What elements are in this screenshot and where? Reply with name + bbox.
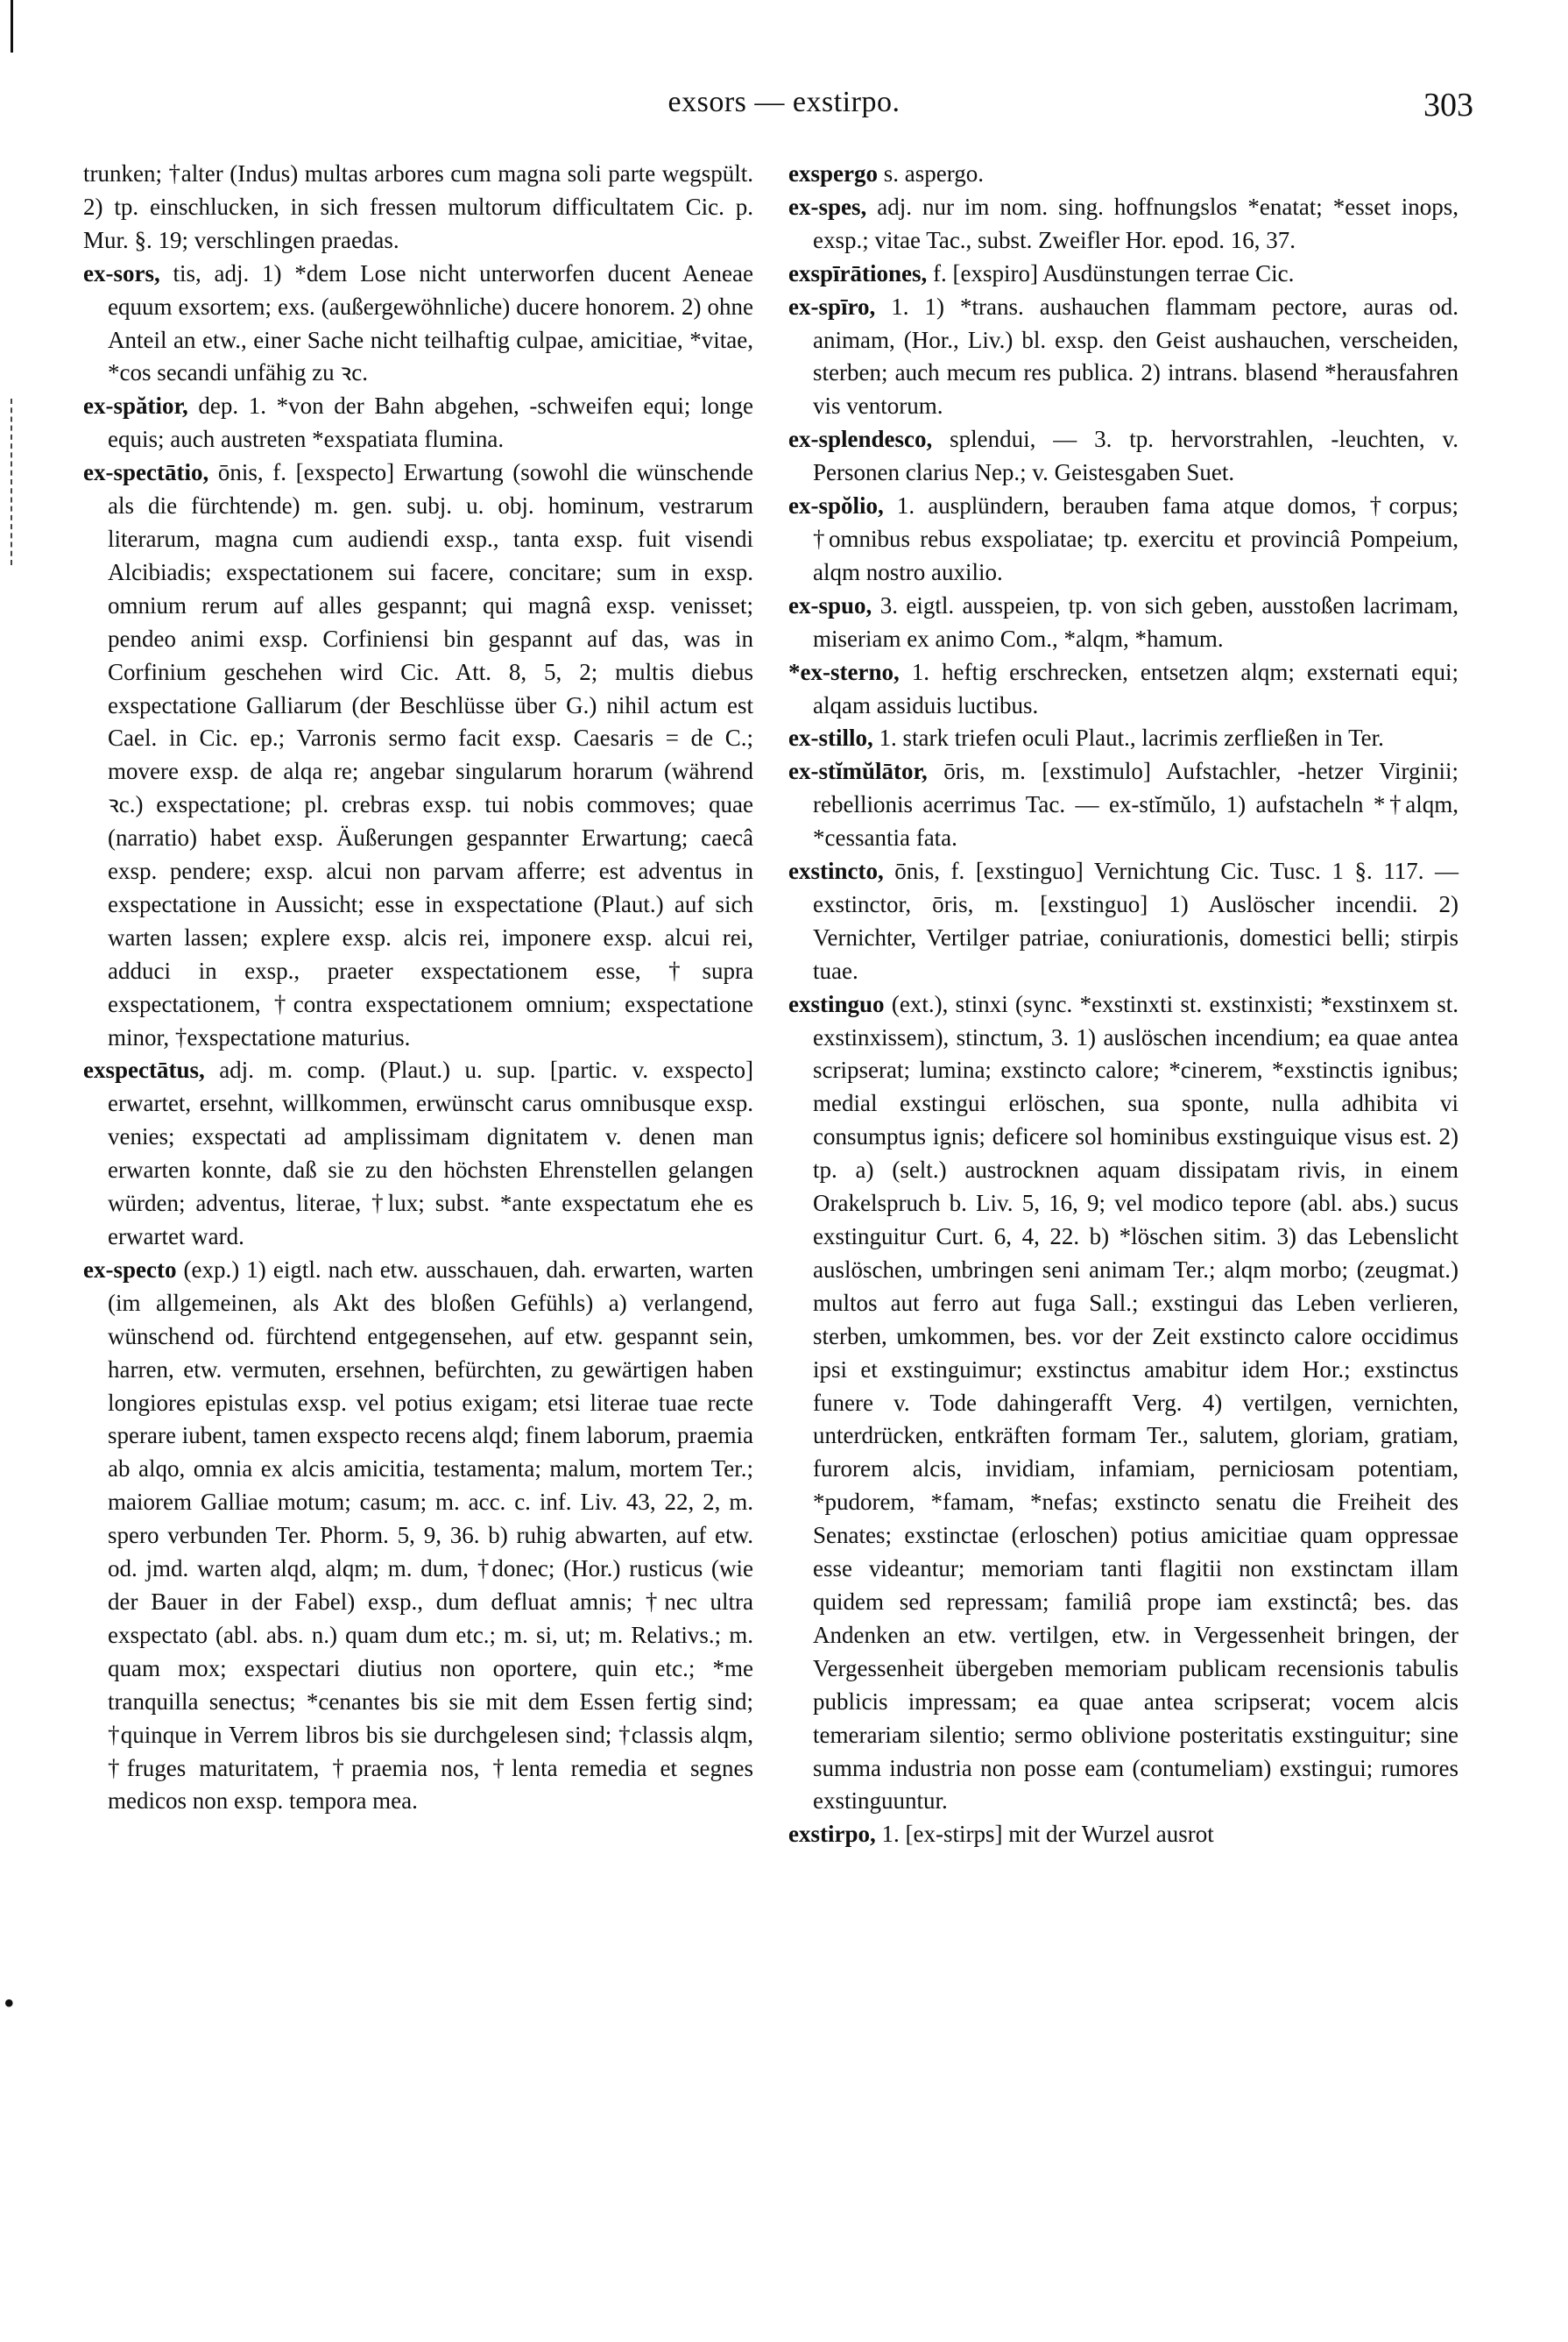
entry-headword: exstirpo,: [788, 1821, 876, 1848]
entry-text: adj. m. comp. (Plaut.) u. sup. [partic. v. exspecto] erwartet, ersehnt, willkommen, erwünscht carus omnibusque exsp. venies; exspectati ad amplissimam dignitatem v. denen man erwarten konnte, daß sie zu den höchsten Ehrenstellen gelangen würden; adventus, literae, †lux; subst. *ante exspectatum ehe es erwartet ward.: [108, 1057, 753, 1249]
right-column: [788, 158, 1459, 1851]
entry-headword: ex-spectātio,: [83, 459, 209, 486]
dictionary-entry: [788, 855, 1459, 988]
dictionary-entry: [83, 1054, 753, 1253]
entry-text: 1. stark triefen oculi Plaut., lacrimis zerfließen in Ter.: [879, 725, 1384, 752]
entry-headword: *ex-sterno,: [788, 658, 900, 685]
entry-text: 1. 1) *trans. aushauchen flammam pectore, auras od. animam, (Hor., Liv.) bl. exsp. den Geist aushauchen, verscheiden, sterben; auch mecum res publica. 2) intrans. blasend *herausfahren vis ventorum.: [813, 293, 1459, 420]
page-edge-line: [11, 0, 13, 53]
dictionary-entry: [83, 390, 753, 456]
dictionary-entry: [83, 258, 753, 391]
entry-headword: ex-spŏlio,: [788, 492, 884, 520]
entry-headword: ex-spīro,: [788, 293, 876, 320]
entry-headword: exstincto,: [788, 858, 884, 885]
entry-headword: ex-spuo,: [788, 591, 872, 619]
dictionary-entry: [788, 258, 1459, 291]
entry-text: dep. 1. *von der Bahn abgehen, -schweifen equi; longe equis; auch austreten *exspatiata flumina.: [108, 393, 753, 453]
entry-text: (exp.) 1) eigtl. nach etw. ausschauen, dah. erwarten, warten (im allgemeinen, als Akt des bloßen Gefühls) a) verlangend, wünschend od. fürchtend entgegensehen, auf etw. gespannt sein, harren, etw. vermuten, ersehnen, befürchten, zu gewärtigen haben longiores epistulas exsp. vel potius exigam; etsi literae tuae recte sperare iubent, tamen exspecto recens alqd; finem laborum, praemia ab alqo, omnia ex alcis amicitia, testamenta; malum, mortem Ter.; maiorem Galliae motum; casum; m. acc. c. inf. Liv. 43, 22, 2, m. spero verbunden Ter. Phorm. 5, 9, 36. b) ruhig abwarten, auf etw. od. jmd. warten alqd, alqm; m. dum, †donec; (Hor.) rusticus (wie der Bauer in der Fabel) exsp., dum defluat amnis; †nec ultra exspectato (abl. abs. n.) quam dum etc.; m. si, ut; m. Relativs.; m. quam mox; exspectari diutius non oportere, quin etc.; *me tranquilla senectus; *cenantes bis sie mit dem Essen fertig sind; †quinque in Verrem libros bis sie durchgelesen sind; †classis alqm, †fruges maturitatem, †praemia nos, †lenta remedia et segnes medicos non exsp. tempora mea.: [108, 1256, 753, 1815]
dictionary-entry: [83, 456, 753, 1054]
entry-headword: ex-splendesco,: [788, 426, 933, 453]
dictionary-entry: [83, 158, 753, 258]
dictionary-entry: [788, 291, 1459, 424]
entry-text: trunken; †alter (Indus) multas arbores cum magna soli parte wegspült. 2) tp. einschlucken, in sich fressen multorum difficultatem Cic. p. Mur. §. 19; verschlingen praedas.: [83, 160, 753, 253]
dictionary-entry: [788, 158, 1459, 191]
entry-headword: exspergo: [788, 160, 878, 187]
entry-text: 1. [ex-stirps] mit der Wurzel ausrot: [881, 1821, 1214, 1848]
dictionary-entry: [788, 1818, 1459, 1851]
dictionary-entry: [788, 191, 1459, 258]
page-number: 303: [1423, 87, 1473, 124]
dictionary-entry: [788, 755, 1459, 855]
margin-pointer-mark: •: [4, 1985, 15, 2020]
entry-text: s. aspergo.: [883, 160, 984, 187]
entry-text: f. [exspiro] Ausdünstungen terrae Cic.: [933, 259, 1295, 287]
dictionary-entry: [83, 1254, 753, 1818]
entry-text: splendui, — 3. tp. hervorstrahlen, -leuchten, v. Personen clarius Nep.; v. Geistesgaben Suet.: [813, 426, 1459, 486]
dictionary-entry: [788, 988, 1459, 1819]
dictionary-entry: [788, 722, 1459, 755]
entry-text: tis, adj. 1) *dem Lose nicht unterworfen ducent Aeneae equum exsortem; exs. (außergewöhnliche) ducere honorem. 2) ohne Anteil an etw., einer Sache nicht teilhaftig culpae, amicitiae, *vitae, *cos secandi unfähig zu ꝛc.: [108, 259, 753, 386]
margin-marks: [11, 399, 15, 565]
left-column: [83, 158, 753, 1818]
entry-headword: ex-spătior,: [83, 393, 188, 420]
dictionary-entry: [788, 490, 1459, 590]
entry-headword: ex-spes,: [788, 193, 867, 220]
running-title: exsors — exstirpo.: [667, 86, 901, 118]
entry-headword: exstinguo: [788, 990, 885, 1017]
entry-text: ōnis, f. [exspecto] Erwartung (sowohl die wünschende als die fürchtende) m. gen. subj. u. obj. hominum, vestrarum literarum, magna cum audiendi exsp., tanta exsp. fuit visendi Alcibiadis; exspectationem sui facere, concitare; sum in exsp. omnium rerum auf alles gespannt; qui magnâ exsp. venisset; pendeo animi exsp. Corfiniensi bin gespannt auf das, was in Corfinium geschehen wird Cic. Att. 8, 5, 2; multis diebus exspectatione Galliarum (der Beschlüsse über G.) nihil actum est Cael. in Cic. ep.; Varronis sermo facit exsp. Caesaris = de C.; movere exsp. de alqa re; angebar singularum horarum (während ꝛc.) exspectatione; pl. crebras exsp. tui nobis commoves; quae (narratio) habet exsp. Äußerungen gespannter Erwartung; caecâ exsp. pendere; exsp. alcui non parvam afferre; est adventus in exspectatione in Aussicht; esse in exspectatione (Plaut.) auf sich warten lassen; explere exsp. alcis rei, imponere exsp. alcui rei, adduci in exsp., praeter exspectationem esse, †supra exspectationem, †contra exspectationem omnium; exspectatione minor, †exspectatione maturius.: [108, 459, 754, 1051]
entry-text: 1. heftig erschrecken, entsetzen alqm; exsternati equi; alqam assiduis luctibus.: [813, 658, 1459, 718]
dictionary-entry: [788, 656, 1459, 723]
page-header: [0, 86, 1568, 130]
entry-headword: exspectātus,: [83, 1057, 205, 1084]
entry-headword: ex-specto: [83, 1256, 177, 1283]
entry-headword: ex-sors,: [83, 259, 160, 287]
dictionary-entry: [788, 423, 1459, 490]
entry-headword: ex-stĭmŭlātor,: [788, 758, 928, 785]
dictionary-entry: [788, 590, 1459, 656]
entry-headword: exspīrātiones,: [788, 259, 928, 287]
entry-text: 3. eigtl. ausspeien, tp. von sich geben, ausstoßen lacrimam, miseriam ex animo Com., *alqm, *hamum.: [813, 591, 1459, 652]
entry-text: 1. ausplündern, berauben fama atque domos, †corpus; †omnibus rebus exspoliatae; tp. exercitu et provinciâ Pompeium, alqm nostro auxilio.: [813, 492, 1459, 585]
entry-text: (ext.), stinxi (sync. *exstinxti st. exstinxisti; *exstinxem st. exstinxissem), stinctum, 3. 1) auslöschen incendium; ea quae antea scripserat; lumina; exstincto calore; *cinerem, *exstinctis ignibus; medial exstingui erlöschen, sua sponte, nulla adhibita vi consumptus ignis; deficere sol hominibus exstinguique visus est. 2) tp. a) (selt.) austrocknen aquam dissipatam rivis, in einem Orakelspruch b. Liv. 5, 16, 9; vel modico tepore (abl. abs.) sucus exstinguitur Curt. 6, 4, 22. b) *löschen sitim. 3) das Lebenslicht auslöschen, umbringen seni animam Ter.; alqm morbo; (zeugmat.) multos aut ferro aut fuga Sall.; exstingui das Leben verlieren, sterben, umkommen, bes. vor der Zeit exstincto calore occidimus ipsi et exstinguimur; exstinctus amabitur idem Hor.; exstinctus funere v. Tode dahingerafft Verg. 4) vertilgen, vernichten, unterdrücken, entkräften formam Ter., salutem, gloriam, gratiam, furorem alcis, invidiam, infamiam, perniciosam potentiam, *pudorem, *famam, *nefas; exstincto senatu die Freiheit des Senates; exstinctae (erloschen) potius amicitiae quam oppressae esse videantur; memoriam tanti flagitii non exstinctam illam quidem sed repressam; familiâ prope iam exstinctâ; bes. das Andenken an etw. vertilgen, etw. in Vergessenheit bringen, der Vergessenheit übergeben memoriam publicam recensionis tabulis publicis impressam; ea quae antea scripserat; vocem alcis temerariam silentio; sermo oblivione posteritatis exstinguitur; sine summa industria non posse eam (contumeliam) exstingui; rumores exstinguuntur.: [813, 990, 1459, 1815]
entry-text: adj. nur im nom. sing. hoffnungslos *enatat; *esset inops, exsp.; vitae Tac., subst. Zweifler Hor. epod. 16, 37.: [813, 193, 1459, 253]
entry-text: ōris, m. [exstimulo] Aufstachler, -hetzer Virginii; rebellionis acerrimus Tac. — ex-stĭmŭlo, 1) aufstacheln *†alqm, *cessantia fata.: [813, 758, 1459, 852]
entry-text: ōnis, f. [exstinguo] Vernichtung Cic. Tusc. 1 §. 117. — exstinctor, ōris, m. [exstinguo] 1) Auslöscher incendii. 2) Vernichter, Vertilger patriae, coniurationis, domestici belli; stirpis tuae.: [813, 858, 1459, 984]
entry-headword: ex-stillo,: [788, 725, 873, 752]
